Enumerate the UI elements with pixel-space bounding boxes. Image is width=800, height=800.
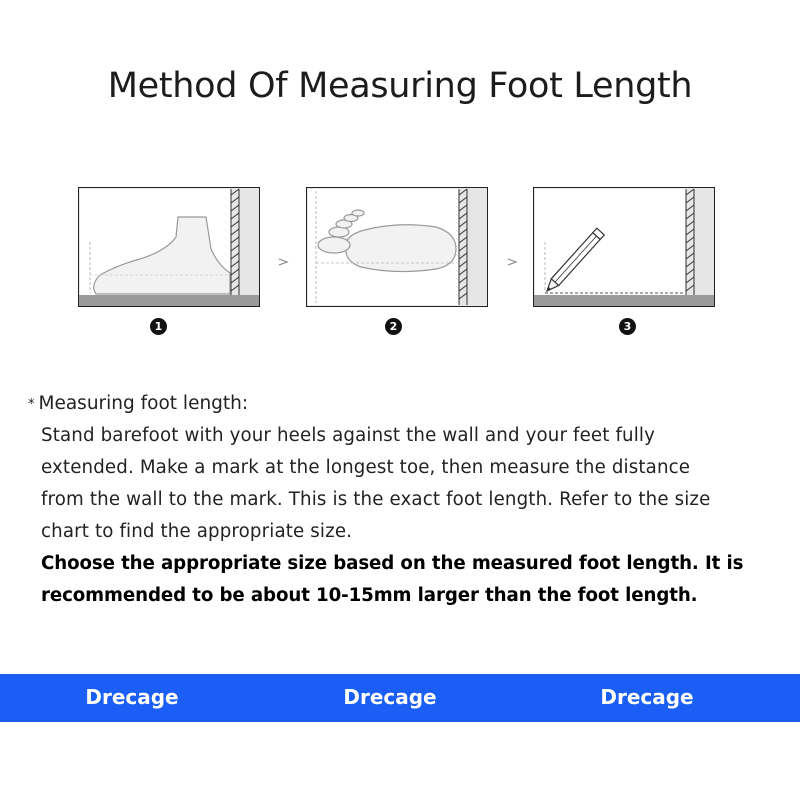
brand-bar (0, 674, 800, 722)
arrow-icon (276, 254, 290, 268)
instruction-line: extended. Make a mark at the longest toe, then measure the distance (41, 457, 691, 478)
note-heading: Measuring foot length: (38, 393, 249, 414)
brand-label: Drecage (85, 685, 179, 709)
bullet-star: * (28, 397, 35, 412)
step-number-1: 1 (150, 318, 167, 335)
brand-label: Drecage (343, 685, 437, 709)
instruction-line: from the wall to the mark. This is the exact foot length. Refer to the size (41, 489, 711, 510)
measuring-note (28, 390, 788, 612)
size-recommendation (41, 548, 788, 612)
brand-label: Drecage (600, 685, 694, 709)
step-number-2: 2 (385, 318, 402, 335)
step-3-illustration (533, 187, 715, 307)
recommendation-line: Choose the appropriate size based on the measured foot length. It is (41, 553, 744, 574)
note-heading-row (28, 390, 788, 420)
step-1-illustration (78, 187, 260, 307)
recommendation-line: recommended to be about 10-15mm larger than the foot length. (41, 585, 698, 606)
note-instructions (41, 420, 788, 548)
instruction-line: chart to find the appropriate size. (41, 521, 353, 542)
arrow-icon (505, 254, 519, 268)
step-2-illustration (306, 187, 488, 307)
page-title: Method Of Measuring Foot Length (107, 66, 693, 106)
instruction-line: Stand barefoot with your heels against the wall and your feet fully (41, 425, 656, 446)
step-number-3: 3 (619, 318, 636, 335)
